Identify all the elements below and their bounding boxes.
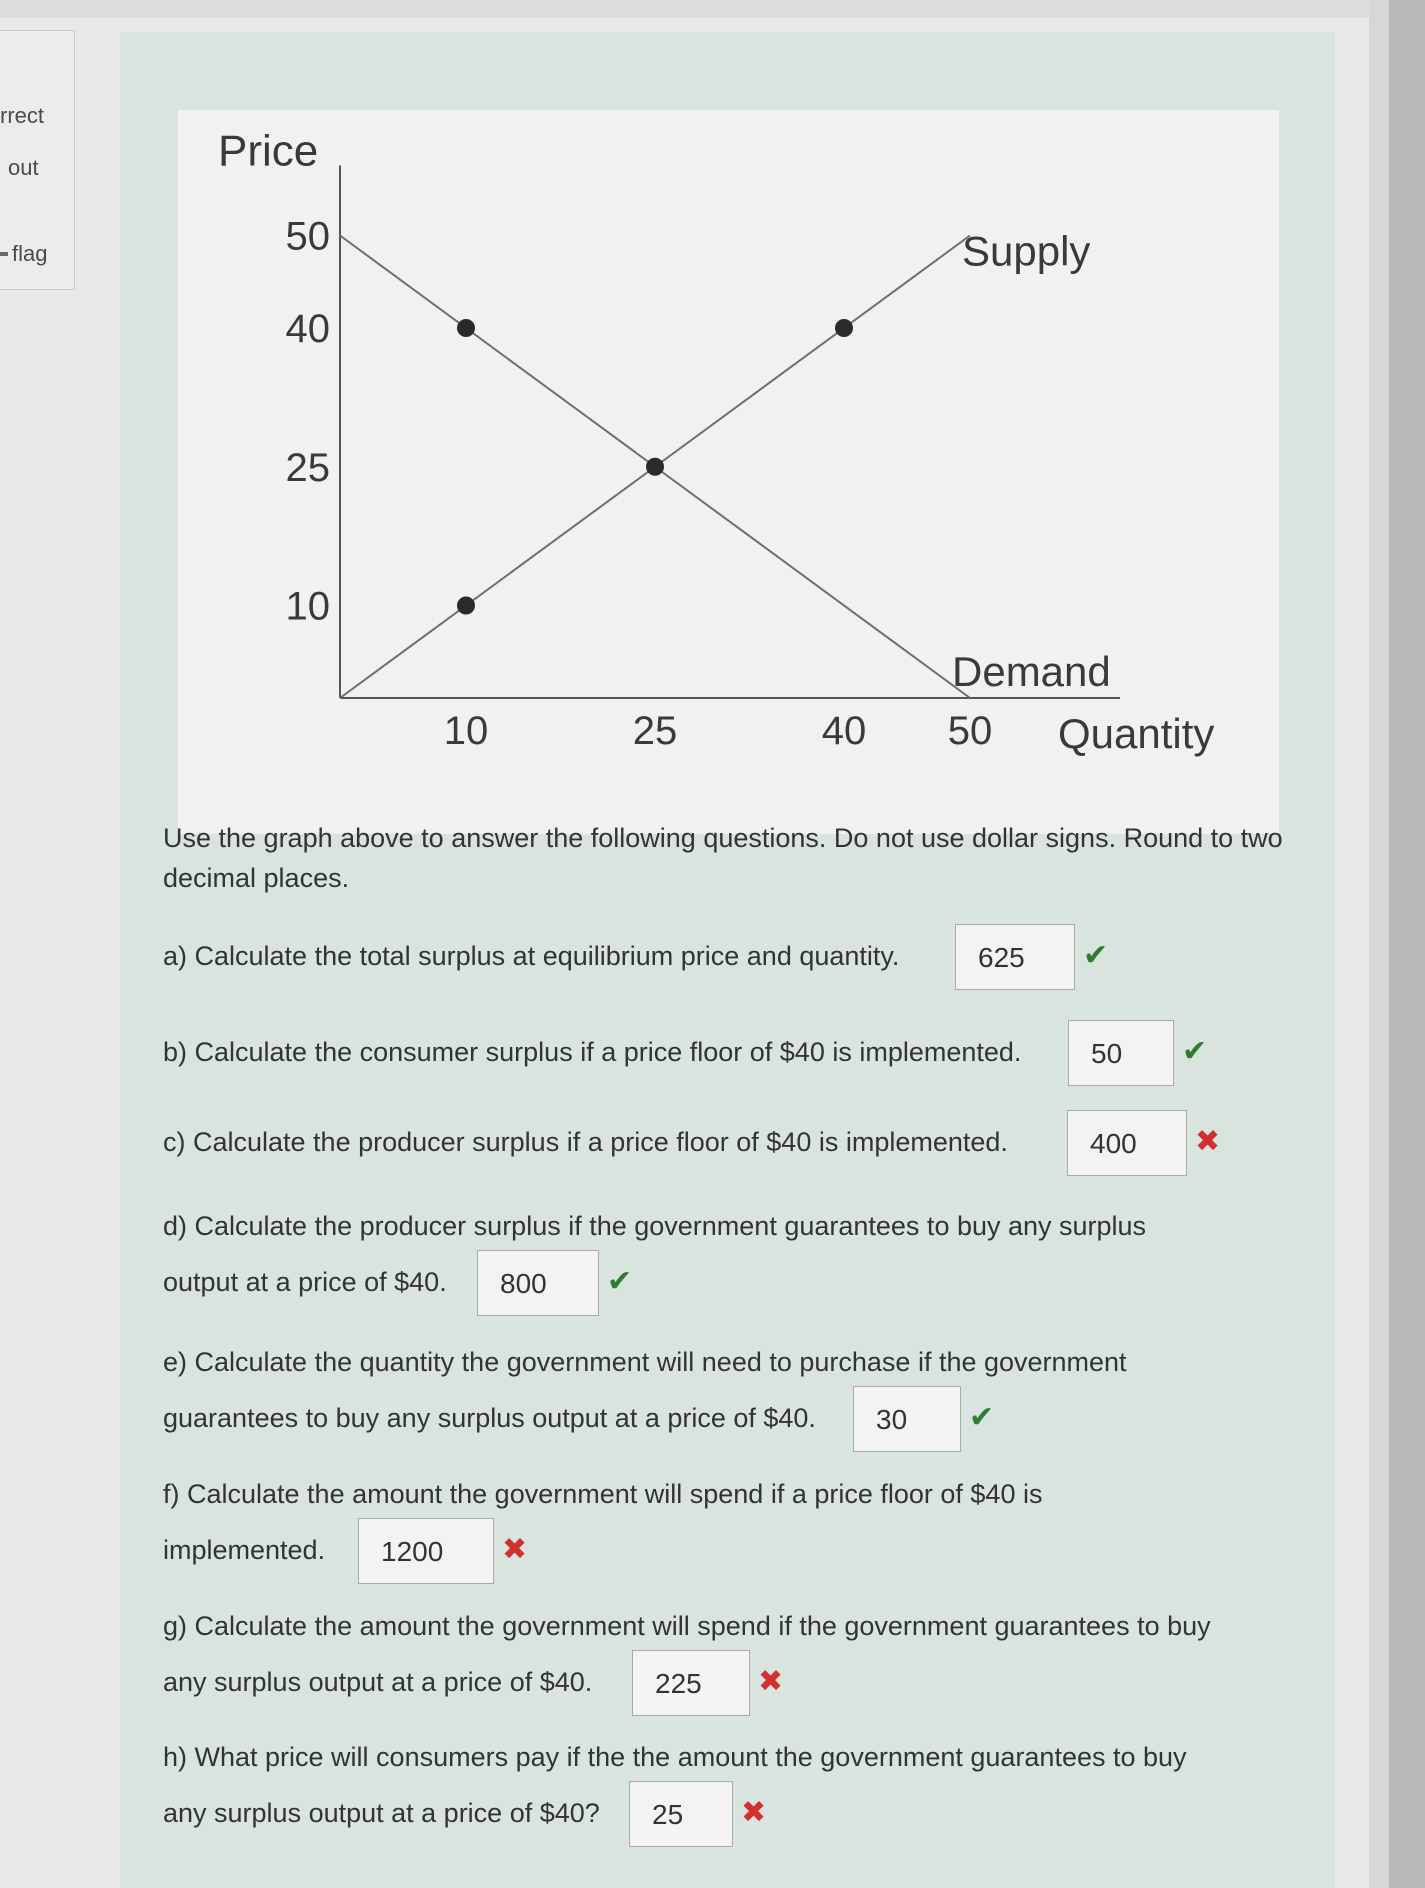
x-tick-label-25: 25 [632,709,678,753]
answer-field-d[interactable]: 800 [477,1250,599,1316]
checkmark-icon: ✔ [969,1401,995,1434]
y-tick-label-10: 10 [285,584,330,629]
supply-demand-chart [178,110,1279,834]
question-f-text: f) Calculate the amount the government will spend if a price floor of $40 is [163,1479,1043,1509]
sidebar-item-flag[interactable]: flag [12,241,48,266]
y-tick-label-50: 50 [285,214,330,259]
sidebar-item-correct[interactable]: rrect [0,103,44,128]
question-g-text: g) Calculate the amount the government will spend if the government guarantees to buy [163,1611,1211,1641]
question-b-text: b) Calculate the consumer surplus if a price floor of $40 is implemented. [163,1037,1022,1067]
series-label-supply: Supply [962,227,1091,275]
question-d-text-2: output at a price of $40. [163,1267,447,1297]
question-h-text-2: any surplus output at a price of $40? [163,1798,600,1828]
question-e-text: e) Calculate the quantity the government will need to purchase if the government [163,1347,1127,1377]
checkmark-icon: ✔ [607,1265,633,1298]
y-tick-label-25: 25 [285,445,330,490]
answer-field-c[interactable]: 400 [1067,1110,1187,1176]
series-label-demand: Demand [952,648,1111,695]
y-axis-label: Price [218,126,319,176]
y-tick-label-40: 40 [285,307,330,351]
answer-field-f[interactable]: 1200 [358,1518,494,1584]
x-axis-label: Quantity [1058,710,1215,757]
graph-card [178,110,1279,834]
data-point-2 [646,458,664,476]
x-mark-icon: ✖ [758,1665,784,1698]
instructions-text: Use the graph above to answer the following questions. Do not use dollar signs. Round to two decimal places. [163,823,1283,893]
question-e-text-2: guarantees to buy any surplus output at a price of $40. [163,1403,816,1433]
x-tick-label-40: 40 [821,709,867,753]
answer-field-a[interactable]: 625 [955,924,1075,990]
x-mark-icon: ✖ [502,1533,528,1566]
top-strip [0,0,1425,18]
flag-marker [0,252,8,256]
x-tick-label-50: 50 [947,709,993,753]
answer-field-b[interactable]: 50 [1068,1020,1174,1086]
sidebar-item-out[interactable]: out [8,155,39,180]
sidebar [0,30,75,290]
monitor-bezel [1389,0,1425,1888]
question-c-text: c) Calculate the producer surplus if a price floor of $40 is implemented. [163,1127,1008,1157]
data-point-0 [457,319,475,337]
data-point-3 [835,319,853,337]
monitor-edge [1369,0,1389,1888]
question-f-text-2: implemented. [163,1535,326,1565]
question-a-text: a) Calculate the total surplus at equilibrium price and quantity. [163,941,900,971]
x-mark-icon: ✖ [1195,1125,1221,1158]
x-mark-icon: ✖ [741,1796,767,1829]
question-h-text: h) What price will consumers pay if the the amount the government guarantees to buy [163,1742,1187,1772]
question-g-text-2: any surplus output at a price of $40. [163,1667,593,1697]
answer-field-h[interactable]: 25 [629,1781,733,1847]
data-point-1 [457,597,475,615]
checkmark-icon: ✔ [1182,1035,1208,1068]
x-tick-label-10: 10 [443,709,489,753]
answer-field-g[interactable]: 225 [632,1650,750,1716]
checkmark-icon: ✔ [1083,939,1109,972]
question-d-text: d) Calculate the producer surplus if the government guarantees to buy any surplus [163,1211,1147,1241]
answer-field-e[interactable]: 30 [853,1386,961,1452]
